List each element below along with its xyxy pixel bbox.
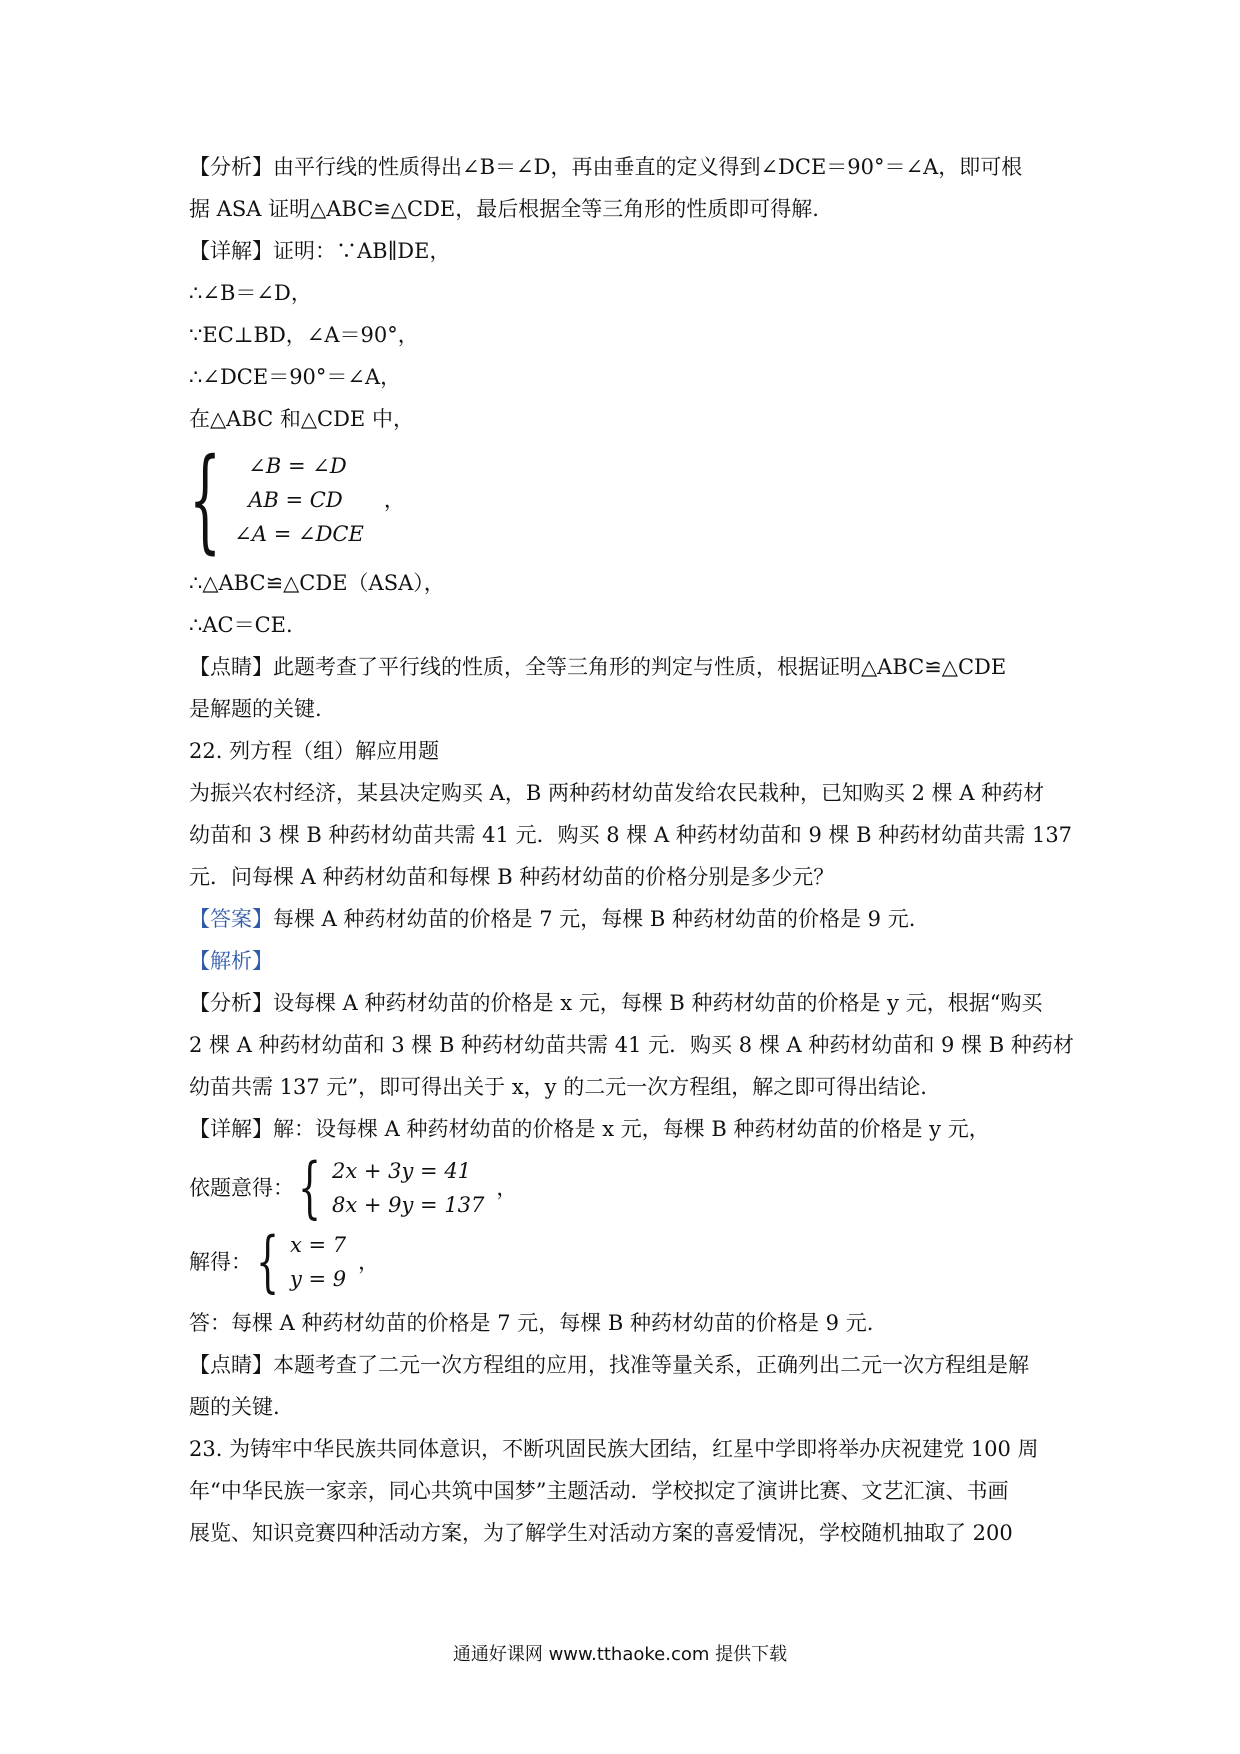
document-body [189, 146, 1074, 1554]
system-lead-text: 依题意得： [189, 1176, 294, 1200]
text-line: 为振兴农村经济，某县决定购买 A，B 两种药材幼苗发给农民栽种，已知购买 2 棵 A 种药材 [189, 781, 1045, 805]
text-line: ∴△ABC≌△CDE（ASA）， [189, 571, 445, 595]
system-trailing-comma: ， [383, 488, 405, 512]
page-footer: 通通好课网 www.tthaoke.com 提供下载 [452, 1644, 788, 1665]
text-line: 【点睛】本题考查了二元一次方程组的应用，找准等量关系，正确列出二元一次方程组是解 [189, 1353, 1029, 1377]
equation: x = 7 [290, 1233, 347, 1257]
equation: 8x + 9y = 137 [332, 1193, 485, 1217]
text-line: 年“中华民族一家亲，同心共筑中国梦”主题活动．学校拟定了演讲比赛、文艺汇演、书画 [189, 1479, 1009, 1503]
text-line: 【分析】由平行线的性质得出∠B＝∠D，再由垂直的定义得到∠DCE＝90°＝∠A，即可根 [189, 155, 1023, 179]
text-line: 【点睛】此题考查了平行线的性质，全等三角形的判定与性质，根据证明△ABC≌△CDE [189, 655, 1007, 679]
equation-list [290, 1228, 346, 1296]
text-line: 答：每棵 A 种药材幼苗的价格是 7 元，每棵 B 种药材幼苗的价格是 9 元. [189, 1311, 874, 1335]
text-line: ∵EC⊥BD，∠A＝90°， [189, 323, 419, 347]
equation: ∠B = ∠D [248, 454, 347, 478]
equation-system-solution [189, 1223, 1069, 1300]
text-line: 题的关键. [189, 1395, 280, 1419]
question-heading: 22. 列方程（组）解应用题 [189, 739, 440, 763]
text-line: 幼苗和 3 棵 B 种药材幼苗共需 41 元．购买 8 棵 A 种药材幼苗和 9 棵 B 种药材幼苗共需 137 [189, 823, 1073, 847]
text-line: ∴∠DCE＝90°＝∠A， [189, 365, 402, 389]
equation: AB = CD [248, 488, 343, 512]
answer-text: 每棵 A 种药材幼苗的价格是 7 元，每棵 B 种药材幼苗的价格是 9 元. [273, 907, 916, 931]
equation-list [332, 1154, 484, 1222]
system-trailing-comma: ， [358, 1250, 380, 1274]
text-line: 在△ABC 和△CDE 中， [189, 407, 414, 431]
left-brace-icon: { [189, 435, 222, 565]
equation-list [234, 449, 364, 551]
answer-line [189, 898, 1069, 940]
analysis-tag-line [189, 940, 1069, 982]
text-line: 幼苗共需 137 元”，即可得出关于 x，y 的二元一次方程组，解之即可得出结论. [189, 1075, 927, 1099]
left-brace-icon: { [298, 1149, 322, 1226]
analysis-tag: 【解析】 [189, 949, 273, 973]
text-line: 【详解】解：设每棵 A 种药材幼苗的价格是 x 元，每棵 B 种药材幼苗的价格是 y 元， [189, 1117, 990, 1141]
equation-system-congruence [189, 435, 1069, 565]
text-line: 【详解】证明：∵AB∥DE， [189, 239, 451, 263]
answer-tag: 【答案】 [189, 907, 273, 931]
system-trailing-comma: ， [496, 1176, 518, 1200]
text-line: 2 棵 A 种药材幼苗和 3 棵 B 种药材幼苗共需 41 元．购买 8 棵 A 种药材幼苗和 9 棵 B 种药材 [189, 1033, 1074, 1057]
system-lead-text: 解得： [189, 1250, 252, 1274]
text-line: 元．问每棵 A 种药材幼苗和每棵 B 种药材幼苗的价格分别是多少元？ [189, 865, 835, 889]
left-brace-icon: { [256, 1223, 280, 1300]
text-line: ∴∠B＝∠D， [189, 281, 312, 305]
equation-system-setup [189, 1149, 1069, 1226]
text-line: 展览、知识竞赛四种活动方案，为了解学生对活动方案的喜爱情况，学校随机抽取了 200 [189, 1521, 1013, 1545]
equation: 2x + 3y = 41 [332, 1159, 472, 1183]
question-heading: 23. 为铸牢中华民族共同体意识，不断巩固民族大团结，红星中学即将举办庆祝建党 100 周 [189, 1437, 1039, 1461]
text-line: ∴AC＝CE. [189, 613, 293, 637]
equation: y = 9 [290, 1267, 347, 1291]
text-line: 据 ASA 证明△ABC≌△CDE，最后根据全等三角形的性质即可得解. [189, 197, 819, 221]
text-line: 【分析】设每棵 A 种药材幼苗的价格是 x 元，每棵 B 种药材幼苗的价格是 y 元，根据“购买 [189, 991, 1043, 1015]
text-line: 是解题的关键. [189, 697, 322, 721]
equation: ∠A = ∠DCE [234, 522, 364, 546]
